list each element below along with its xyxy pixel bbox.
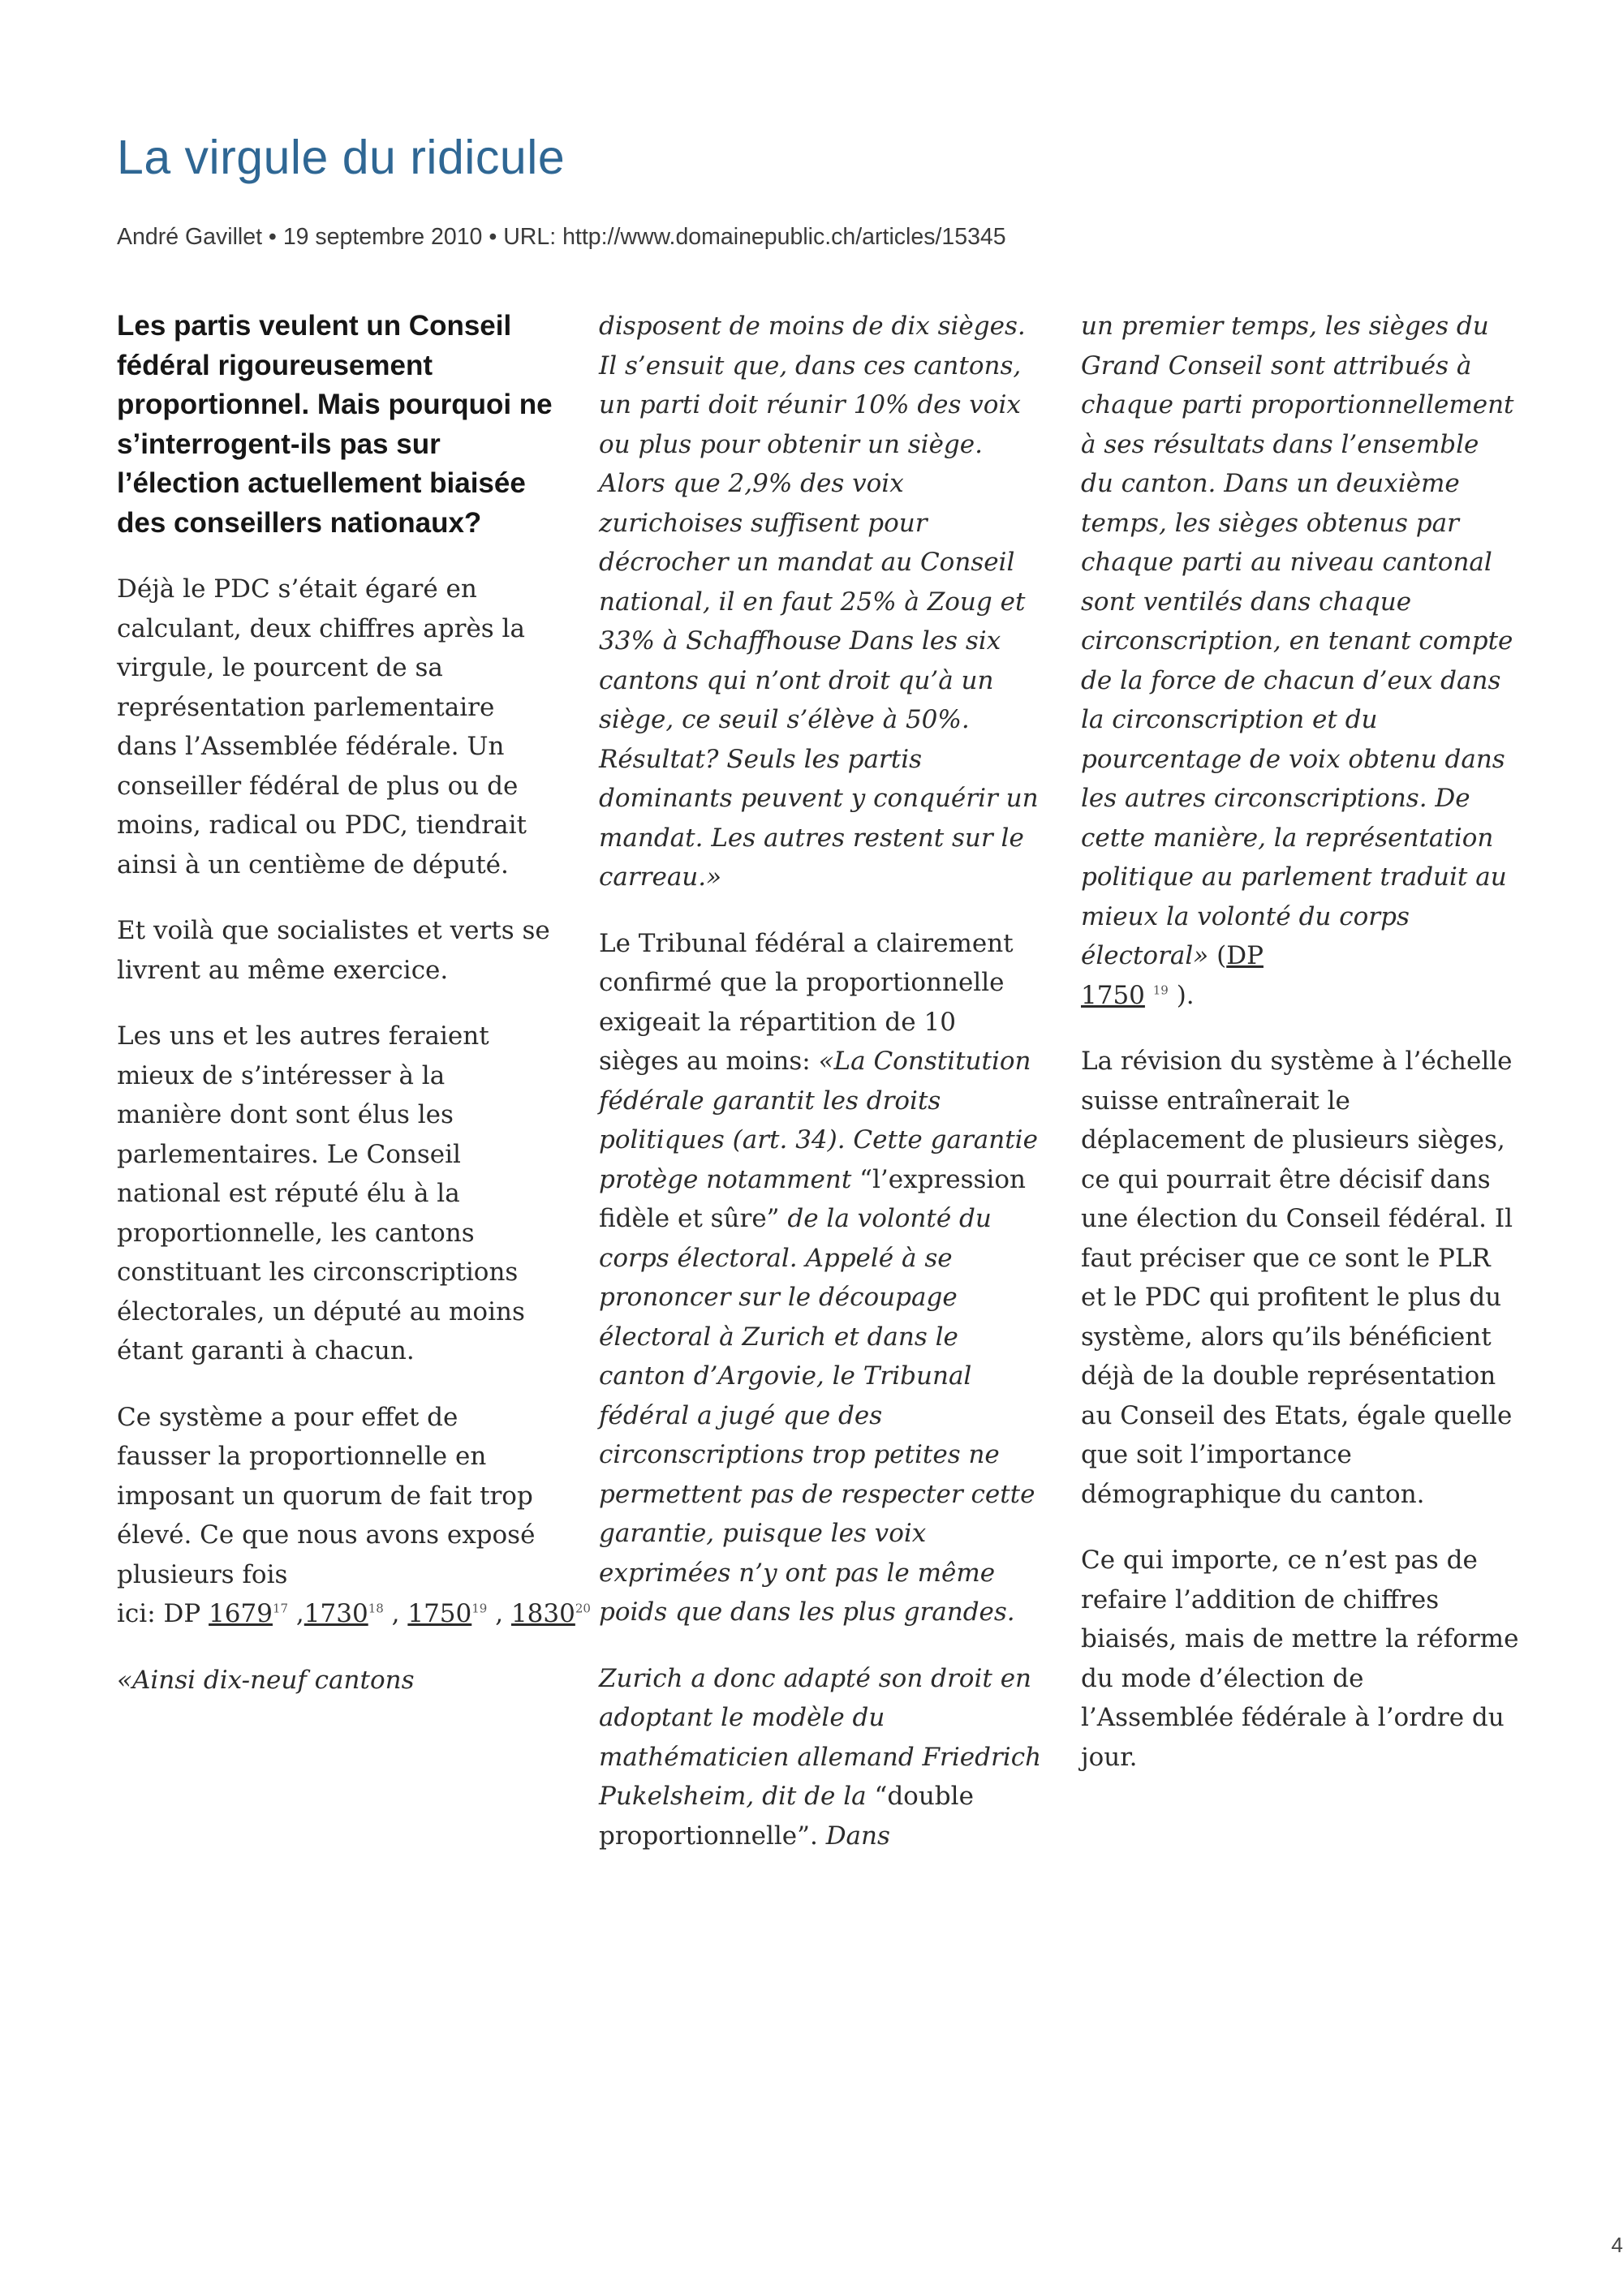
paragraph	[1081, 307, 1519, 1015]
article-title: La virgule du ridicule	[117, 131, 566, 184]
paragraph: Les uns et les autres feraient mieux de s’intéresser à la manière dont sont élus les parlementaires. Le Conseil national est réputé élu à la proportionnelle, les cantons constituant les circonscriptions électorales, un député au moins étant garanti à chacun.	[117, 1021, 525, 1365]
text-run: de la volonté du corps électoral. Appelé à se prononcer sur le découpage électoral à Zurich et dans le canton d’Argovie, le Tribunal fédéral a jugé que des circonscriptions trop petites ne permettent pas de respecter cette garantie, puisque les voix exprimées n’y ont pas le même poids que dans les plus grandes.	[599, 1204, 1035, 1627]
ref-link-1750[interactable]: 1750	[407, 1599, 472, 1628]
paragraph: «Ainsi dix-neuf cantons	[117, 1665, 415, 1695]
article-byline: André Gavillet • 19 septembre 2010 • URL: http://www.domainepublic.ch/articles/15345	[117, 224, 1006, 250]
quoted-text: “double proportionnelle”.	[599, 1782, 974, 1851]
paragraph	[599, 1659, 1044, 1856]
ref-separator: ,	[383, 1599, 400, 1628]
paragraph: Et voilà que socialistes et verts se livrent au même exercice.	[117, 916, 550, 985]
ref-link-1750[interactable]: 1750	[1081, 980, 1145, 1010]
ref-link-dp[interactable]: DP	[1226, 941, 1264, 970]
ref-separator: ,	[487, 1599, 504, 1628]
reference-list	[117, 1599, 591, 1628]
column-1	[117, 307, 591, 1726]
paragraph: La révision du système à l’échelle suisse entraînerait le déplacement de plusieurs sièges, ce qui pourrait être décisif dans une élection du Conseil fédéral. Il faut préciser que ce sont le PLR et le PDC qui profitent le plus du système, alors qu’ils bénéficient déjà de la double représentation au Conseil des Etats, égale quelle que soit l’importance démographique du canton.	[1081, 1047, 1513, 1509]
ref-link-1730[interactable]: 1730	[304, 1599, 368, 1628]
text-run: Le Tribunal fédéral a clairement confirmé que la proportionnelle exigeait la répartition de 10 sièges au moins:	[599, 928, 1014, 1076]
ref-link-1679[interactable]: 1679	[209, 1599, 273, 1628]
column-3	[1081, 307, 1519, 1804]
text-run: un premier temps, les sièges du Grand Conseil sont attribués à chaque parti proportionnellement à ses résultats dans l’ensemble du canton. Dans un deuxième temps, les sièges obtenus par chaque parti au niveau cantonal sont ventilés dans chaque circonscription, en tenant compte de la force de chacun d’eux dans la circonscription et du pourcentage de voix obtenu dans les autres circonscriptions. De cette manière, la représentation politique au parlement traduit au mieux la volonté du corps électoral»	[1081, 312, 1514, 970]
paragraph: Déjà le PDC s’était égaré en calculant, deux chiffres après la virgule, le pourcent de sa représentation parlementaire dans l’Assemblée fédérale. Un conseiller fédéral de plus ou de moins, radical ou PDC, tiendrait ainsi à un centième de député.	[117, 574, 527, 879]
column-2	[599, 307, 1044, 1882]
footnote-marker: 18	[368, 1601, 384, 1616]
quoted-text: “l’expression fidèle et sûre”	[599, 1164, 1026, 1233]
text-run: Dans	[825, 1821, 890, 1851]
paragraph: disposent de moins de dix sièges. Il s’ensuit que, dans ces cantons, un parti doit réunir 10% des voix ou plus pour obtenir un siège. Alors que 2,9% des voix zurichoises suffisent pour décrocher un mandat au Conseil national, il en faut 25% à Zoug et 33% à Schaffhouse Dans les six cantons qui n’ont droit qu’à un siège, ce seuil s’élève à 50%. Résultat? Seuls les partis dominants peuvent y conquérir un mandat. Les autres restent sur le carreau.»	[599, 312, 1039, 892]
text-run: Zurich a donc adapté son droit en adoptant le modèle du mathématicien allemand Friedrich Pukelsheim, dit de la	[599, 1663, 1042, 1811]
refs-prefix: ici: DP	[117, 1599, 209, 1628]
text-run: ).	[1168, 980, 1195, 1010]
footnote-marker: 19	[1152, 982, 1169, 998]
paragraph-with-refs	[117, 1398, 591, 1634]
paragraph: Ce qui importe, ce n’est pas de refaire l’addition de chiffres biaisés, mais de mettre la réforme du mode d’élection de l’Assemblée fédérale à l’ordre du jour.	[1081, 1546, 1519, 1772]
footnote-marker: 20	[575, 1601, 591, 1616]
paragraph-text: Ce système a pour effet de fausser la proportionnelle en imposant un quorum de fait trop élevé. Ce que nous avons exposé plusieurs fois	[117, 1402, 536, 1589]
paragraph	[599, 924, 1044, 1632]
page-number: 4	[1611, 2233, 1623, 2257]
footnote-marker: 17	[272, 1601, 289, 1616]
article-lead: Les partis veulent un Conseil fédéral rigoureusement proportionnel. Mais pourquoi ne s’interrogent-ils pas sur l’élection actuellement biaisée des conseillers nationaux?	[117, 310, 553, 539]
text-run: «La Constitution fédérale garantit les droits politiques (art. 34). Cette garantie protège notamment	[599, 1047, 1038, 1194]
ref-link-1830[interactable]: 1830	[510, 1599, 575, 1628]
ref-separator: ,	[288, 1599, 304, 1628]
footnote-marker: 19	[471, 1601, 488, 1616]
text-run: (	[1208, 941, 1227, 970]
